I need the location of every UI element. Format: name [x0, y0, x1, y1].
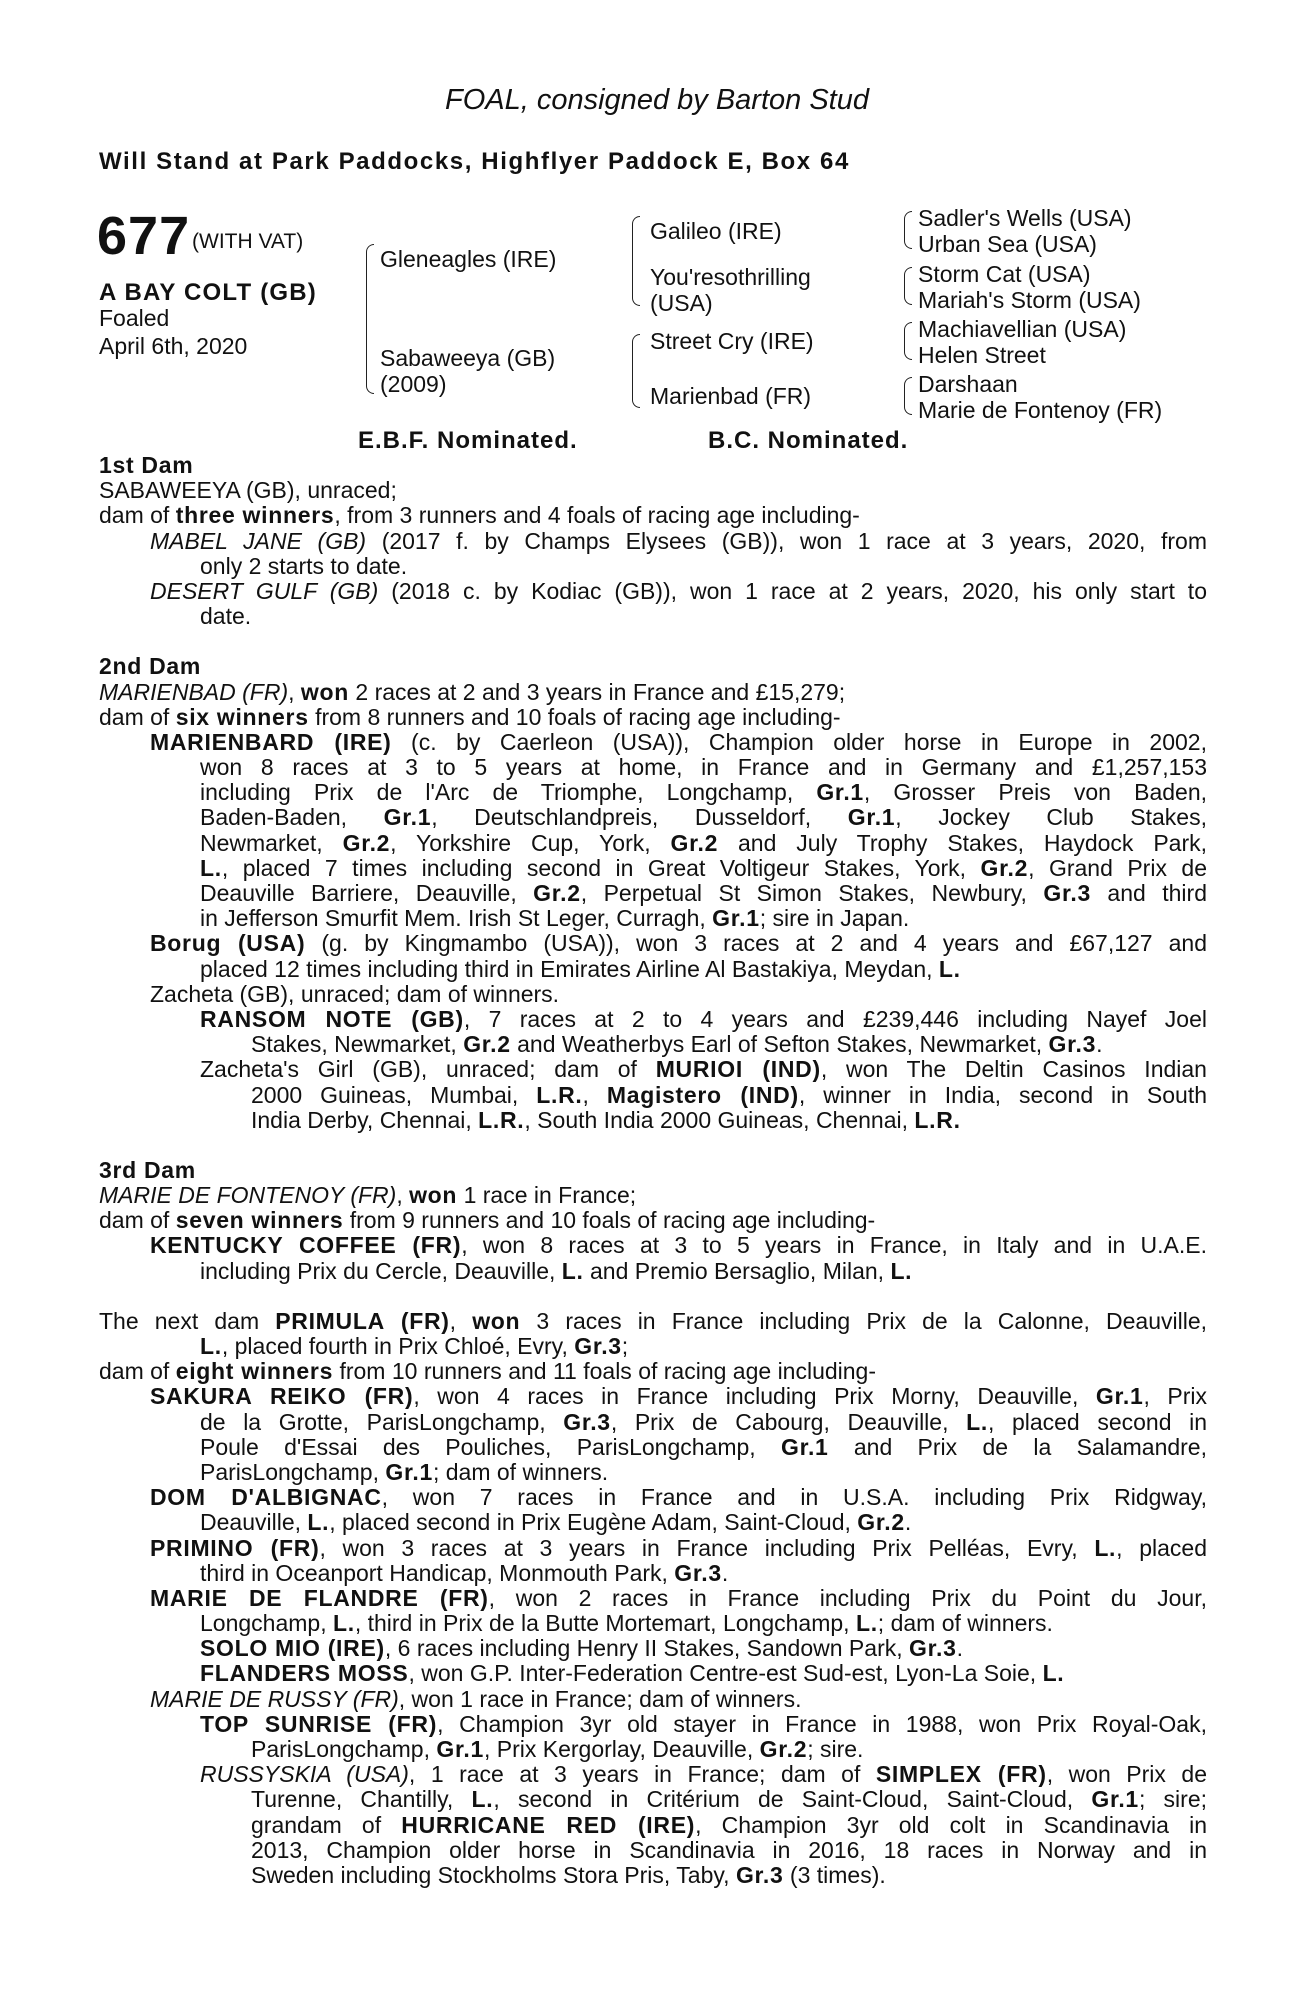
bold-text: RANSOM NOTE (GB) [200, 1005, 464, 1032]
bold-text: DOM D'ALBIGNAC [150, 1484, 382, 1511]
stabling-location: Will Stand at Park Paddocks, Highflyer Paddock E, Box 64 [99, 148, 850, 175]
text-line [99, 654, 1207, 679]
text-run: from 8 runners and 10 foals of racing age including- [308, 703, 841, 730]
bold-text: MARIE DE FLANDRE (FR) [150, 1584, 489, 1611]
text-run: , won 7 races in France and in U.S.A. including Prix Ridgway, [381, 1484, 1207, 1511]
dam-dam-dam: Marie de Fontenoy (FR) [918, 397, 1163, 423]
bold-text: TOP SUNRISE (FR) [200, 1710, 438, 1737]
lot-description: A BAY COLT (GB) [99, 279, 318, 306]
text-line [99, 1661, 1207, 1686]
text-run: dam of [99, 1358, 176, 1385]
pedigree-brace [366, 244, 374, 394]
bold-text: L. [200, 1333, 222, 1359]
text-line [99, 1460, 1207, 1485]
text-line [99, 1561, 1207, 1586]
sire-dam-sire: Storm Cat (USA) [918, 261, 1091, 287]
foaled-date: April 6th, 2020 [99, 333, 248, 359]
text-run: . [904, 1509, 912, 1536]
text-run: (2017 f. by Champs Elysees (GB)), won 1 race at 3 years, 2020, from [366, 527, 1207, 554]
bold-text: L. [1042, 1660, 1065, 1687]
text-run: , Champion 3yr old colt in Scandinavia in [695, 1811, 1207, 1838]
text-run: , won The Deltin Casinos Indian [820, 1056, 1207, 1083]
text-line [99, 1384, 1207, 1409]
bold-text: won [472, 1307, 521, 1334]
sire-name: Gleneagles (IRE) [380, 246, 557, 272]
sire-dam-country: (USA) [650, 290, 713, 316]
bold-text: 2nd Dam [99, 653, 202, 680]
bold-text: won [409, 1182, 458, 1209]
text-run: India Derby, Chennai, [251, 1106, 479, 1133]
bold-text: won [300, 678, 349, 705]
bold-text: L. [966, 1408, 988, 1435]
italic-text: MARIE DE RUSSY (FR) [150, 1685, 399, 1712]
text-run: , placed second in Prix Eugène Adam, Saint-Cloud, [329, 1509, 858, 1536]
text-line [99, 1158, 1207, 1183]
paragraph-gap [99, 629, 1207, 654]
lot-number: 677 [97, 206, 191, 266]
text-line [99, 805, 1207, 830]
text-run: , won G.P. Inter-Federation Centre-est Sud-est, Lyon-La Soie, [408, 1660, 1043, 1687]
consignor-title: FOAL, consigned by Barton Stud [445, 84, 869, 116]
text-run: including Prix de l'Arc de Triomphe, Longchamp, [200, 779, 817, 806]
text-run: , from 3 runners and 4 foals of racing age including- [334, 502, 860, 529]
text-run: , won 3 races at 3 years in France including Prix Pelléas, Evry, [319, 1534, 1095, 1561]
bold-text: MARIENBARD (IRE) [150, 728, 392, 755]
text-run: , Prix Kergorlay, Deauville, [483, 1736, 760, 1762]
bold-text: FLANDERS MOSS [200, 1660, 409, 1687]
text-line [99, 1510, 1207, 1535]
dam-name: Sabaweeya (GB) [380, 345, 556, 371]
bold-text: Gr.2 [980, 854, 1029, 881]
bold-text: Gr.2 [533, 880, 581, 906]
text-line [99, 478, 1207, 503]
text-run: Newmarket, [200, 829, 343, 856]
text-run: ParisLongchamp, [251, 1736, 437, 1762]
text-line [99, 1712, 1207, 1737]
bold-text: KENTUCKY COFFEE (FR) [150, 1232, 462, 1259]
text-run: ; dam of winners. [432, 1458, 609, 1485]
bold-text: Borug (USA) [150, 930, 306, 957]
text-line [99, 503, 1207, 528]
text-run: , won Prix de [1046, 1761, 1207, 1788]
text-run: , placed [1116, 1534, 1207, 1561]
text-run: , 1 race at 3 years in France; dam of [408, 1761, 876, 1788]
text-run: Sweden including Stockholms Stora Pris, Taby, [251, 1861, 736, 1888]
bold-text: Gr.2 [463, 1031, 511, 1058]
text-line [99, 1863, 1207, 1888]
text-line [99, 982, 1207, 1007]
text-run: Deauville, [200, 1509, 308, 1536]
bold-text: L. [855, 1610, 878, 1637]
text-line [99, 957, 1207, 982]
dam-dam-sire: Darshaan [918, 371, 1018, 397]
pedigree-brace [904, 322, 912, 360]
bold-text: Gr.1 [1095, 1383, 1144, 1410]
text-run: (3 times). [783, 1861, 886, 1888]
text-line [99, 1259, 1207, 1284]
bold-text: L. [890, 1257, 913, 1284]
text-run: . [721, 1559, 729, 1586]
text-run: grandam of [251, 1811, 402, 1838]
sire-sire-dam: Urban Sea (USA) [918, 231, 1097, 257]
pedigree-brace [904, 211, 912, 249]
text-line [99, 881, 1207, 906]
text-line [99, 831, 1207, 856]
text-run: , Grand Prix de [1028, 854, 1207, 881]
bold-text: L.R. [914, 1106, 961, 1133]
text-line [99, 755, 1207, 780]
text-line [99, 1233, 1207, 1258]
text-line [99, 554, 1207, 579]
text-run: ; [621, 1333, 629, 1359]
bold-text: L. [332, 1610, 355, 1637]
italic-text: MARIENBAD (FR) [99, 678, 289, 705]
bold-text: Gr.2 [759, 1736, 808, 1762]
sire-sire-sire: Sadler's Wells (USA) [918, 205, 1132, 231]
text-run: ParisLongchamp, [200, 1458, 386, 1485]
text-run: Stakes, Newmarket, [251, 1031, 464, 1058]
text-line [99, 1485, 1207, 1510]
text-line [99, 1536, 1207, 1561]
bold-text: Gr.1 [385, 1458, 433, 1485]
bold-text: PRIMINO (FR) [150, 1534, 320, 1561]
bold-text: six winners [175, 703, 309, 730]
text-run: . [956, 1635, 963, 1662]
bold-text: PRIMULA (FR) [275, 1307, 450, 1334]
bold-text: Gr.2 [670, 829, 719, 856]
dam-year: (2009) [380, 371, 447, 397]
text-run: , won 1 race in France; dam of winners. [398, 1685, 802, 1712]
text-run: including Prix du Cercle, Deauville, [200, 1257, 562, 1284]
bold-text: Gr.3 [574, 1333, 622, 1359]
text-run: . [1096, 1031, 1103, 1058]
bold-text: seven winners [175, 1207, 344, 1234]
text-run: , third in Prix de la Butte Mortemart, Longchamp, [354, 1610, 856, 1637]
text-run: ; sire in Japan. [759, 905, 910, 932]
bold-text: Gr.3 [674, 1559, 722, 1586]
text-run: Turenne, Chantilly, [251, 1786, 472, 1813]
text-run: placed 12 times including third in Emirates Airline Al Bastakiya, Meydan, [200, 955, 939, 982]
text-run: Longchamp, [200, 1610, 333, 1637]
text-run: Baden-Baden, [200, 804, 384, 831]
text-run: , Yorkshire Cup, York, [390, 829, 671, 856]
italic-text: DESERT GULF (GB) [150, 577, 379, 604]
bold-text: Gr.1 [712, 905, 760, 932]
text-run: ; dam of winners. [877, 1610, 1053, 1637]
text-line [99, 1208, 1207, 1233]
vat-note: (WITH VAT) [192, 230, 304, 253]
text-line [99, 856, 1207, 881]
text-run: (2018 c. by Kodiac (GB)), won 1 race at 2 years, 2020, his only start to [378, 577, 1207, 604]
text-line [99, 1007, 1207, 1032]
text-run: 2013, Champion older horse in Scandinavia in 2016, 18 races in Norway and in [251, 1836, 1207, 1863]
family-history [99, 453, 1207, 1888]
text-line [99, 1737, 1207, 1762]
bold-text: MURIOI (IND) [655, 1056, 821, 1083]
bold-text: Gr.1 [816, 779, 864, 806]
text-run: (c. by Caerleon (USA)), Champion older horse in Europe in 2002, [391, 728, 1207, 755]
text-line [99, 1057, 1207, 1082]
text-line [99, 1687, 1207, 1712]
text-line [99, 1636, 1207, 1661]
bold-text: L. [307, 1509, 330, 1536]
bold-text: Gr.3 [1048, 1031, 1097, 1058]
text-run: , [288, 678, 301, 705]
sire-sire: Galileo (IRE) [650, 218, 782, 244]
bold-text: L. [561, 1257, 584, 1284]
text-line [99, 1032, 1207, 1057]
text-run: dam of [99, 502, 176, 529]
bold-text: L. [938, 955, 961, 982]
italic-text: MABEL JANE (GB) [150, 527, 367, 554]
text-run: , Jockey Club Stakes, [895, 804, 1207, 831]
text-run: from 10 runners and 11 foals of racing age including- [333, 1358, 877, 1385]
text-run: , [396, 1182, 410, 1209]
text-run: and Prix de la Salamandre, [828, 1433, 1207, 1460]
text-run: The next dam [99, 1307, 276, 1334]
bold-text: eight winners [175, 1358, 334, 1385]
text-line [99, 1762, 1207, 1787]
bold-text: Gr.3 [563, 1408, 611, 1435]
pedigree-brace [632, 216, 640, 306]
text-run: 1 race in France; [457, 1182, 637, 1209]
text-run: and Weatherbys Earl of Sefton Stakes, Newmarket, [510, 1031, 1049, 1058]
text-line [99, 604, 1207, 629]
bold-text: L. [471, 1786, 494, 1813]
text-line [99, 780, 1207, 805]
text-line [99, 1309, 1207, 1334]
bold-text: Gr.1 [1091, 1786, 1139, 1813]
text-line [99, 453, 1207, 478]
text-run: date. [200, 603, 252, 630]
pedigree-brace [632, 334, 640, 408]
text-line [99, 906, 1207, 931]
text-run: , [582, 1081, 607, 1108]
bold-text: Gr.1 [781, 1433, 829, 1460]
bold-text: Gr.1 [436, 1736, 484, 1762]
text-run: , 6 races including Henry II Stakes, Sandown Park, [384, 1635, 910, 1662]
text-run: dam of [99, 1207, 176, 1234]
dam-sire: Street Cry (IRE) [650, 328, 814, 354]
bold-text: L. [1094, 1534, 1117, 1561]
bold-text: HURRICANE RED (IRE) [401, 1811, 696, 1838]
bold-text: SIMPLEX (FR) [875, 1761, 1047, 1788]
text-line [99, 1838, 1207, 1863]
text-line [99, 730, 1207, 755]
text-line [99, 1586, 1207, 1611]
text-run: , placed 7 times including second in Great Voltigeur Stakes, York, [221, 854, 981, 881]
text-run: 2000 Guineas, Mumbai, [251, 1081, 537, 1108]
text-run: , 7 races at 2 to 4 years and £239,446 including Nayef Joel [463, 1005, 1207, 1032]
text-run: and Premio Bersaglio, Milan, [583, 1257, 891, 1284]
text-line [99, 579, 1207, 604]
bold-text: Gr.3 [735, 1861, 784, 1888]
text-run: only 2 starts to date. [200, 552, 408, 579]
text-run: , placed second in [987, 1408, 1208, 1435]
text-run: from 9 runners and 10 foals of racing age including- [343, 1207, 876, 1234]
bold-text: Gr.2 [857, 1509, 905, 1536]
text-run: Zacheta (GB), unraced; dam of winners. [150, 980, 560, 1007]
text-run: 2 races at 2 and 3 years in France and £15,279; [349, 678, 846, 705]
text-run: , Prix de Cabourg, Deauville, [610, 1408, 967, 1435]
text-run: , winner in India, second in South [798, 1081, 1208, 1108]
paragraph-gap [99, 1284, 1207, 1309]
foaled-label: Foaled [99, 305, 170, 331]
text-run: Deauville Barriere, Deauville, [200, 880, 534, 906]
text-run: , Grosser Preis von Baden, [863, 779, 1207, 806]
pedigree-brace [904, 377, 912, 415]
text-run: dam of [99, 703, 176, 730]
pedigree-brace [904, 267, 912, 305]
text-run: ; sire; [1138, 1786, 1207, 1813]
bold-text: SAKURA REIKO (FR) [150, 1383, 414, 1410]
italic-text: MARIE DE FONTENOY (FR) [99, 1182, 397, 1209]
dam-dam: Marienbad (FR) [650, 383, 812, 409]
text-run: and third [1090, 880, 1207, 906]
text-run: , Champion 3yr old stayer in France in 1988, won Prix Royal-Oak, [437, 1710, 1207, 1737]
text-line [99, 1611, 1207, 1636]
text-run: , Deutschlandpreis, Dusseldorf, [431, 804, 848, 831]
bold-text: SOLO MIO (IRE) [200, 1635, 385, 1662]
text-line [99, 1813, 1207, 1838]
bold-text: L. [200, 854, 222, 881]
bold-text: Gr.2 [342, 829, 391, 856]
text-run: , [449, 1307, 473, 1334]
text-run: de la Grotte, ParisLongchamp, [200, 1408, 564, 1435]
text-run: and July Trophy Stakes, Haydock Park, [718, 829, 1207, 856]
dam-sire-sire: Machiavellian (USA) [918, 316, 1127, 342]
ebf-nomination: E.B.F. Nominated. [358, 427, 578, 454]
text-run: SABAWEEYA (GB), unraced; [99, 477, 397, 504]
text-run: , Perpetual St Simon Stakes, Newbury, [580, 880, 1044, 906]
text-run: (g. by Kingmambo (USA)), won 3 races at 2 and 4 years and £67,127 and [305, 930, 1207, 957]
italic-text: RUSSYSKIA (USA) [200, 1761, 409, 1788]
text-line [99, 931, 1207, 956]
text-run: , second in Critérium de Saint-Cloud, Saint-Cloud, [493, 1786, 1092, 1813]
paragraph-gap [99, 1133, 1207, 1158]
text-line [99, 1334, 1207, 1359]
bold-text: Magistero (IND) [606, 1081, 799, 1108]
bc-nomination: B.C. Nominated. [708, 427, 909, 454]
bold-text: Gr.3 [1043, 880, 1091, 906]
text-line [99, 1108, 1207, 1133]
text-run: , Prix [1143, 1383, 1207, 1410]
bold-text: 1st Dam [99, 452, 194, 478]
bold-text: 3rd Dam [99, 1156, 196, 1183]
text-line [99, 705, 1207, 730]
text-run: Poule d'Essai des Pouliches, ParisLongchamp, [200, 1433, 781, 1460]
bold-text: L.R. [478, 1106, 525, 1133]
text-line [99, 1183, 1207, 1208]
bold-text: Gr.1 [383, 804, 432, 831]
sire-dam-dam: Mariah's Storm (USA) [918, 287, 1141, 313]
text-line [99, 1083, 1207, 1108]
text-run: in Jefferson Smurfit Mem. Irish St Leger, Curragh, [200, 905, 713, 932]
text-line [99, 1435, 1207, 1460]
text-run: , won 4 races in France including Prix Morny, Deauville, [413, 1383, 1096, 1410]
text-run: won 8 races at 3 to 5 years at home, in France and in Germany and £1,257,153 [200, 754, 1207, 781]
dam-sire-dam: Helen Street [918, 342, 1046, 368]
text-line [99, 1787, 1207, 1812]
text-run: , placed fourth in Prix Chloé, Evry, [221, 1333, 575, 1359]
text-line [99, 680, 1207, 705]
text-line [99, 529, 1207, 554]
sire-dam: You'resothrilling [650, 264, 811, 290]
bold-text: Gr.3 [909, 1635, 957, 1662]
text-run: Zacheta's Girl (GB), unraced; dam of [200, 1056, 656, 1083]
text-run: , won 8 races at 3 to 5 years in France, in Italy and in U.A.E. [461, 1232, 1207, 1259]
text-run: , South India 2000 Guineas, Chennai, [524, 1106, 915, 1133]
text-run: 3 races in France including Prix de la Calonne, Deauville, [520, 1307, 1207, 1334]
text-run: third in Oceanport Handicap, Monmouth Park, [200, 1559, 675, 1586]
text-line [99, 1359, 1207, 1384]
bold-text: Gr.1 [847, 804, 896, 831]
bold-text: three winners [175, 502, 335, 529]
text-line [99, 1410, 1207, 1435]
bold-text: L.R. [536, 1081, 583, 1108]
text-run: ; sire. [807, 1736, 864, 1762]
text-run: , won 2 races in France including Prix du Point du Jour, [488, 1584, 1207, 1611]
